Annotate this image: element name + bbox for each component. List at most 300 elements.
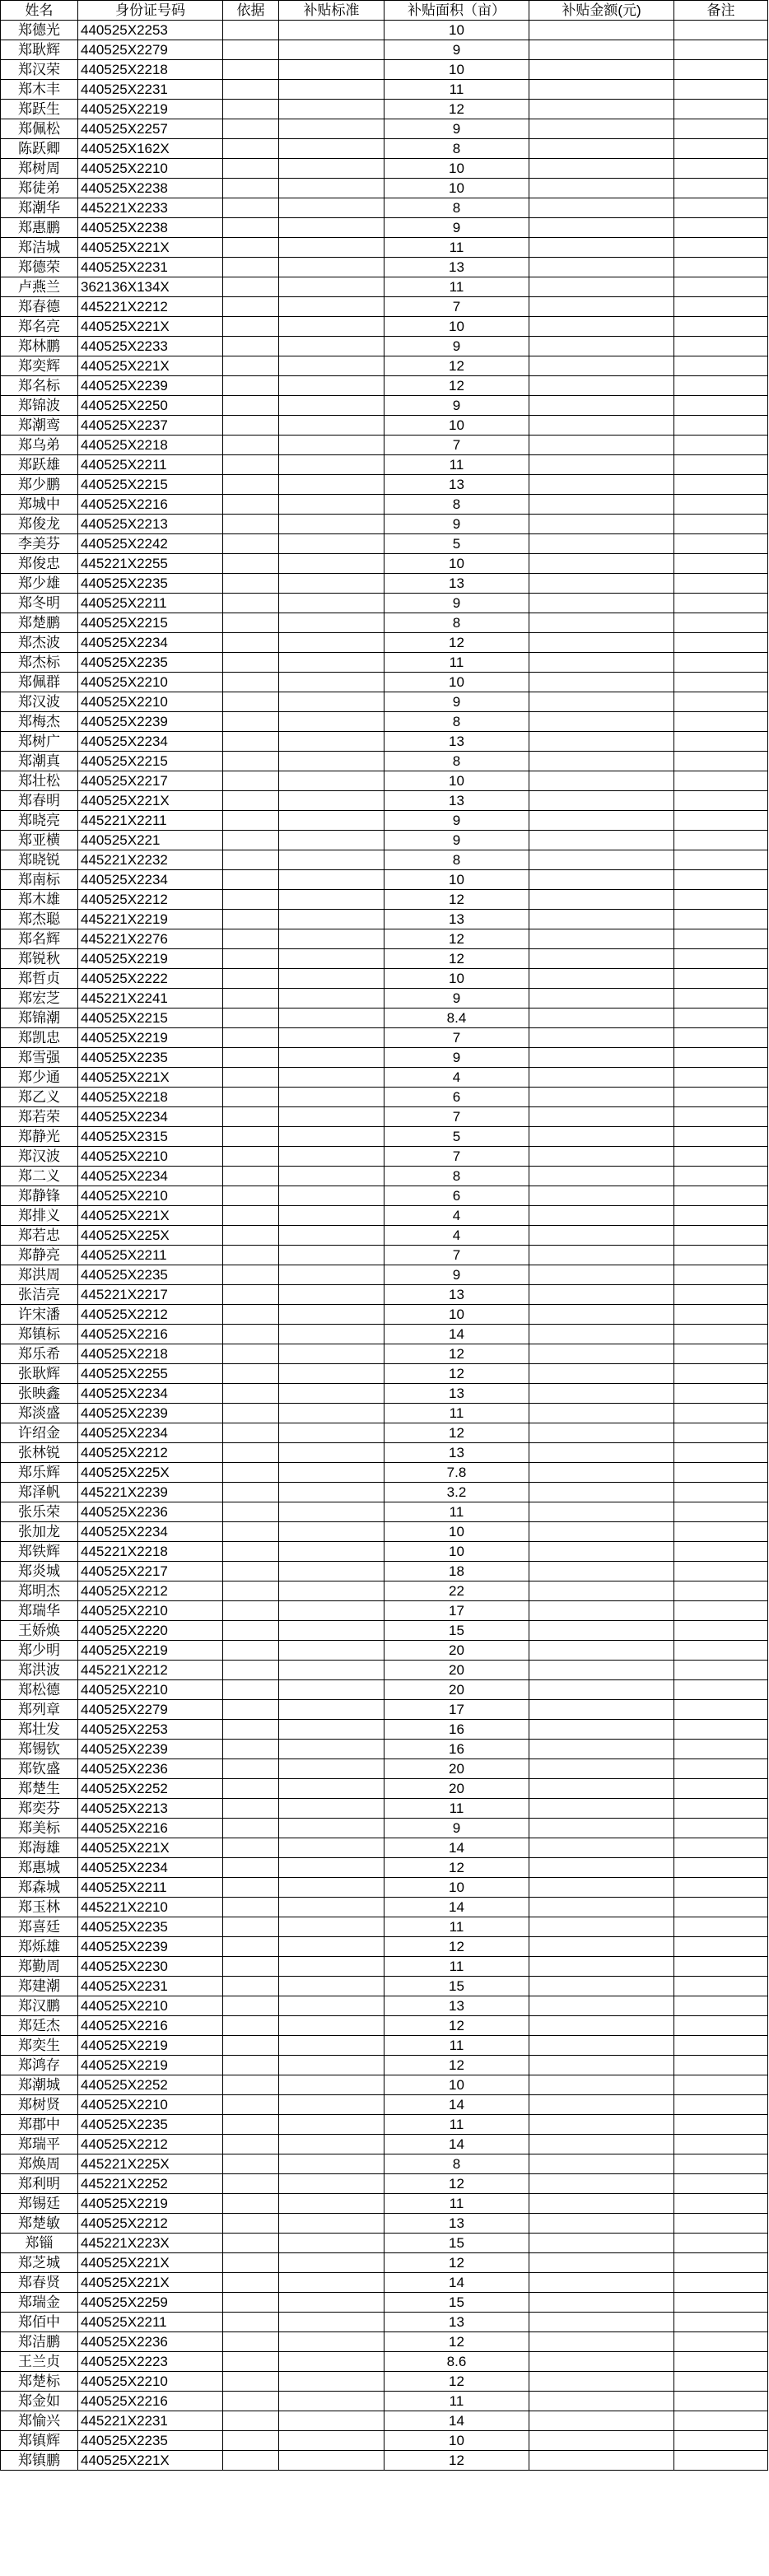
area-cell: 12: [384, 356, 529, 376]
basis-cell: [223, 811, 279, 831]
table-row: [1, 732, 768, 752]
name-cell: 郑芝城: [1, 2253, 78, 2273]
note-cell: [674, 218, 768, 238]
amount-cell: [529, 1562, 674, 1581]
amount-cell: [529, 80, 674, 100]
id-cell: 440525X2211: [78, 594, 223, 613]
basis-cell: [223, 1305, 279, 1325]
amount-cell: [529, 1878, 674, 1898]
basis-cell: [223, 1720, 279, 1740]
note-cell: [674, 80, 768, 100]
id-cell: 440525X2236: [78, 2332, 223, 2352]
area-cell: 12: [384, 2451, 529, 2471]
area-cell: 8: [384, 2154, 529, 2174]
name-cell: 郑潮鸾: [1, 416, 78, 436]
basis-cell: [223, 653, 279, 673]
area-cell: 13: [384, 1285, 529, 1305]
area-cell: 14: [384, 1838, 529, 1858]
standard-cell: [279, 929, 384, 949]
note-cell: [674, 2253, 768, 2273]
id-cell: 445221X2219: [78, 910, 223, 929]
basis-cell: [223, 870, 279, 890]
standard-cell: [279, 2016, 384, 2036]
area-cell: 12: [384, 2016, 529, 2036]
id-cell: 440525X2259: [78, 2293, 223, 2313]
area-cell: 12: [384, 2174, 529, 2194]
id-cell: 440525X2235: [78, 574, 223, 594]
id-cell: 440525X221X: [78, 1068, 223, 1088]
area-cell: 8: [384, 139, 529, 159]
area-cell: 8: [384, 198, 529, 218]
table-row: [1, 1147, 768, 1167]
note-cell: [674, 2313, 768, 2332]
table-row: [1, 1581, 768, 1601]
table-row: [1, 1325, 768, 1344]
basis-cell: [223, 1996, 279, 2016]
standard-cell: [279, 1937, 384, 1957]
table-row: [1, 1740, 768, 1759]
note-cell: [674, 1186, 768, 1206]
table-row: [1, 712, 768, 732]
amount-cell: [529, 1779, 674, 1799]
id-cell: 440525X2231: [78, 1977, 223, 1996]
id-cell: 440525X2211: [78, 455, 223, 475]
area-cell: 16: [384, 1720, 529, 1740]
table-row: [1, 613, 768, 633]
table-row: [1, 1661, 768, 1680]
amount-cell: [529, 2392, 674, 2411]
id-cell: 440525X2238: [78, 179, 223, 198]
table-row: [1, 258, 768, 277]
name-cell: 郑乌弟: [1, 436, 78, 455]
id-cell: 440525X221X: [78, 1206, 223, 1226]
id-cell: 440525X2235: [78, 1917, 223, 1937]
name-cell: 郑楚敏: [1, 2214, 78, 2234]
table-row: [1, 1226, 768, 1246]
id-cell: 440525X221: [78, 831, 223, 850]
table-row: [1, 653, 768, 673]
standard-cell: [279, 2392, 384, 2411]
standard-cell: [279, 396, 384, 416]
basis-cell: [223, 2372, 279, 2392]
basis-cell: [223, 2451, 279, 2471]
table-row: [1, 1423, 768, 1443]
amount-cell: [529, 1068, 674, 1088]
note-cell: [674, 1700, 768, 1720]
note-cell: [674, 2234, 768, 2253]
table-row: [1, 2293, 768, 2313]
amount-cell: [529, 1502, 674, 1522]
amount-cell: [529, 277, 674, 297]
name-cell: 郑汉荣: [1, 60, 78, 80]
name-cell: 郑潮城: [1, 2075, 78, 2095]
standard-cell: [279, 198, 384, 218]
basis-cell: [223, 1463, 279, 1483]
note-cell: [674, 554, 768, 574]
table-row: [1, 2075, 768, 2095]
standard-cell: [279, 1819, 384, 1838]
table-row: [1, 1799, 768, 1819]
standard-cell: [279, 989, 384, 1009]
id-cell: 440525X2257: [78, 119, 223, 139]
area-cell: 22: [384, 1581, 529, 1601]
basis-cell: [223, 2411, 279, 2431]
area-cell: 13: [384, 475, 529, 495]
id-cell: 440525X2218: [78, 1088, 223, 1107]
amount-cell: [529, 238, 674, 258]
area-cell: 12: [384, 2372, 529, 2392]
amount-cell: [529, 2411, 674, 2431]
standard-cell: [279, 21, 384, 40]
basis-cell: [223, 554, 279, 574]
amount-cell: [529, 2115, 674, 2135]
name-cell: 郑美标: [1, 1819, 78, 1838]
amount-cell: [529, 2234, 674, 2253]
standard-cell: [279, 1344, 384, 1364]
name-cell: 郑德光: [1, 21, 78, 40]
area-cell: 9: [384, 396, 529, 416]
id-cell: 440525X2235: [78, 1265, 223, 1285]
basis-cell: [223, 198, 279, 218]
name-cell: 郑洁城: [1, 238, 78, 258]
standard-cell: [279, 791, 384, 811]
id-cell: 440525X2255: [78, 1364, 223, 1384]
basis-cell: [223, 1819, 279, 1838]
id-cell: 440525X2252: [78, 1779, 223, 1799]
name-cell: 郑徒弟: [1, 179, 78, 198]
area-cell: 14: [384, 2135, 529, 2154]
area-cell: 13: [384, 1996, 529, 2016]
standard-cell: [279, 337, 384, 356]
id-cell: 440525X2212: [78, 2214, 223, 2234]
table-row: [1, 673, 768, 692]
basis-cell: [223, 2313, 279, 2332]
area-cell: 11: [384, 455, 529, 475]
id-cell: 440525X2279: [78, 1700, 223, 1720]
name-cell: 郑瑞华: [1, 1601, 78, 1621]
amount-cell: [529, 337, 674, 356]
note-cell: [674, 1661, 768, 1680]
table-row: [1, 1028, 768, 1048]
amount-cell: [529, 2075, 674, 2095]
table-row: [1, 1898, 768, 1917]
standard-cell: [279, 1483, 384, 1502]
basis-cell: [223, 2253, 279, 2273]
amount-cell: [529, 159, 674, 179]
note-cell: [674, 1167, 768, 1186]
area-cell: 7: [384, 297, 529, 317]
standard-cell: [279, 1779, 384, 1799]
basis-cell: [223, 2075, 279, 2095]
basis-cell: [223, 1562, 279, 1581]
standard-cell: [279, 969, 384, 989]
area-cell: 9: [384, 119, 529, 139]
note-cell: [674, 1443, 768, 1463]
standard-cell: [279, 1740, 384, 1759]
basis-cell: [223, 2036, 279, 2056]
area-cell: 12: [384, 1423, 529, 1443]
note-cell: [674, 653, 768, 673]
name-cell: 郑树广: [1, 732, 78, 752]
area-cell: 7.8: [384, 1463, 529, 1483]
amount-cell: [529, 1621, 674, 1641]
table-row: [1, 1246, 768, 1265]
name-cell: 郑洁鹏: [1, 2332, 78, 2352]
basis-cell: [223, 1898, 279, 1917]
note-cell: [674, 673, 768, 692]
basis-cell: [223, 732, 279, 752]
basis-cell: [223, 179, 279, 198]
amount-cell: [529, 712, 674, 732]
table-row: [1, 1878, 768, 1898]
amount-cell: [529, 811, 674, 831]
id-cell: 440525X2231: [78, 258, 223, 277]
name-cell: 郑乐希: [1, 1344, 78, 1364]
id-cell: 440525X2215: [78, 613, 223, 633]
note-cell: [674, 594, 768, 613]
amount-cell: [529, 653, 674, 673]
amount-cell: [529, 831, 674, 850]
area-cell: 12: [384, 1344, 529, 1364]
standard-cell: [279, 1502, 384, 1522]
table-row: [1, 60, 768, 80]
amount-cell: [529, 396, 674, 416]
amount-cell: [529, 752, 674, 771]
amount-cell: [529, 1167, 674, 1186]
name-cell: 郑建潮: [1, 1977, 78, 1996]
basis-cell: [223, 1107, 279, 1127]
standard-cell: [279, 238, 384, 258]
table-row: [1, 475, 768, 495]
basis-cell: [223, 969, 279, 989]
area-cell: 10: [384, 771, 529, 791]
basis-cell: [223, 436, 279, 455]
note-cell: [674, 1562, 768, 1581]
amount-cell: [529, 2273, 674, 2293]
amount-cell: [529, 21, 674, 40]
name-cell: 郑俊龙: [1, 515, 78, 534]
standard-cell: [279, 1759, 384, 1779]
area-cell: 20: [384, 1759, 529, 1779]
table-row: [1, 436, 768, 455]
id-cell: 440525X221X: [78, 791, 223, 811]
id-cell: 445221X2252: [78, 2174, 223, 2194]
basis-cell: [223, 594, 279, 613]
name-cell: 郑愉兴: [1, 2411, 78, 2431]
basis-cell: [223, 1423, 279, 1443]
amount-cell: [529, 1957, 674, 1977]
note-cell: [674, 1305, 768, 1325]
area-cell: 15: [384, 1621, 529, 1641]
id-cell: 440525X2231: [78, 80, 223, 100]
basis-cell: [223, 1937, 279, 1957]
id-cell: 440525X2239: [78, 1937, 223, 1957]
name-cell: 郑跃雄: [1, 455, 78, 475]
area-cell: 11: [384, 238, 529, 258]
area-cell: 8.6: [384, 2352, 529, 2372]
area-cell: 8: [384, 752, 529, 771]
standard-cell: [279, 1542, 384, 1562]
table-row: [1, 198, 768, 218]
amount-cell: [529, 613, 674, 633]
note-cell: [674, 692, 768, 712]
id-cell: 440525X2235: [78, 2115, 223, 2135]
col-header-note: 备注: [674, 1, 768, 21]
note-cell: [674, 1048, 768, 1068]
basis-cell: [223, 1344, 279, 1364]
standard-cell: [279, 2095, 384, 2115]
amount-cell: [529, 910, 674, 929]
amount-cell: [529, 2135, 674, 2154]
table-row: [1, 2273, 768, 2293]
basis-cell: [223, 1364, 279, 1384]
note-cell: [674, 356, 768, 376]
note-cell: [674, 2273, 768, 2293]
id-cell: 440525X2218: [78, 1344, 223, 1364]
area-cell: 17: [384, 1601, 529, 1621]
note-cell: [674, 1088, 768, 1107]
note-cell: [674, 2135, 768, 2154]
standard-cell: [279, 2332, 384, 2352]
basis-cell: [223, 1621, 279, 1641]
name-cell: 郑壮松: [1, 771, 78, 791]
amount-cell: [529, 1463, 674, 1483]
note-cell: [674, 870, 768, 890]
area-cell: 10: [384, 60, 529, 80]
name-cell: 郑佩松: [1, 119, 78, 139]
amount-cell: [529, 1285, 674, 1305]
standard-cell: [279, 1088, 384, 1107]
area-cell: 10: [384, 21, 529, 40]
table-row: [1, 1068, 768, 1088]
id-cell: 440525X2279: [78, 40, 223, 60]
table-row: [1, 1562, 768, 1581]
table-row: [1, 1641, 768, 1661]
table-row: [1, 100, 768, 119]
standard-cell: [279, 2154, 384, 2174]
name-cell: 郑静光: [1, 1127, 78, 1147]
standard-cell: [279, 515, 384, 534]
basis-cell: [223, 317, 279, 337]
table-row: [1, 80, 768, 100]
note-cell: [674, 890, 768, 910]
basis-cell: [223, 791, 279, 811]
amount-cell: [529, 139, 674, 159]
standard-cell: [279, 2135, 384, 2154]
id-cell: 440525X2239: [78, 712, 223, 732]
amount-cell: [529, 436, 674, 455]
area-cell: 5: [384, 534, 529, 554]
name-cell: 张映鑫: [1, 1384, 78, 1404]
note-cell: [674, 2075, 768, 2095]
area-cell: 13: [384, 791, 529, 811]
table-row: [1, 376, 768, 396]
area-cell: 14: [384, 2273, 529, 2293]
note-cell: [674, 1720, 768, 1740]
standard-cell: [279, 653, 384, 673]
note-cell: [674, 1265, 768, 1285]
note-cell: [674, 1759, 768, 1779]
area-cell: 7: [384, 1028, 529, 1048]
table-row: [1, 1957, 768, 1977]
col-header-standard: 补贴标准: [279, 1, 384, 21]
id-cell: 440525X2219: [78, 2036, 223, 2056]
note-cell: [674, 2293, 768, 2313]
basis-cell: [223, 1522, 279, 1542]
note-cell: [674, 1107, 768, 1127]
table-row: [1, 1344, 768, 1364]
amount-cell: [529, 1443, 674, 1463]
basis-cell: [223, 40, 279, 60]
id-cell: 440525X2235: [78, 653, 223, 673]
name-cell: 王娇焕: [1, 1621, 78, 1641]
name-cell: 郑汉鹏: [1, 1996, 78, 2016]
id-cell: 445221X2276: [78, 929, 223, 949]
basis-cell: [223, 218, 279, 238]
area-cell: 14: [384, 1325, 529, 1344]
area-cell: 4: [384, 1068, 529, 1088]
basis-cell: [223, 1977, 279, 1996]
standard-cell: [279, 771, 384, 791]
name-cell: 郑金如: [1, 2392, 78, 2411]
table-row: [1, 554, 768, 574]
table-row: [1, 1404, 768, 1423]
standard-cell: [279, 1680, 384, 1700]
area-cell: 10: [384, 317, 529, 337]
basis-cell: [223, 139, 279, 159]
amount-cell: [529, 870, 674, 890]
id-cell: 440525X2210: [78, 1601, 223, 1621]
id-cell: 440525X2210: [78, 1680, 223, 1700]
basis-cell: [223, 1759, 279, 1779]
name-cell: 郑奕辉: [1, 356, 78, 376]
basis-cell: [223, 1779, 279, 1799]
note-cell: [674, 1621, 768, 1641]
amount-cell: [529, 594, 674, 613]
standard-cell: [279, 159, 384, 179]
table-row: [1, 1285, 768, 1305]
note-cell: [674, 1878, 768, 1898]
area-cell: 10: [384, 416, 529, 436]
id-cell: 440525X2215: [78, 1009, 223, 1028]
note-cell: [674, 2095, 768, 2115]
basis-cell: [223, 119, 279, 139]
standard-cell: [279, 574, 384, 594]
basis-cell: [223, 1601, 279, 1621]
basis-cell: [223, 890, 279, 910]
amount-cell: [529, 60, 674, 80]
amount-cell: [529, 1996, 674, 2016]
id-cell: 440525X2239: [78, 1740, 223, 1759]
id-cell: 440525X221X: [78, 238, 223, 258]
id-cell: 440525X2216: [78, 1819, 223, 1838]
id-cell: 440525X2230: [78, 1957, 223, 1977]
name-cell: 郑耿辉: [1, 40, 78, 60]
id-cell: 440525X2238: [78, 218, 223, 238]
note-cell: [674, 949, 768, 969]
basis-cell: [223, 21, 279, 40]
area-cell: 15: [384, 1977, 529, 1996]
id-cell: 440525X2217: [78, 1562, 223, 1581]
note-cell: [674, 1581, 768, 1601]
area-cell: 13: [384, 1443, 529, 1463]
id-cell: 440525X2215: [78, 475, 223, 495]
basis-cell: [223, 2095, 279, 2115]
standard-cell: [279, 1028, 384, 1048]
basis-cell: [223, 100, 279, 119]
area-cell: 11: [384, 1799, 529, 1819]
note-cell: [674, 2194, 768, 2214]
